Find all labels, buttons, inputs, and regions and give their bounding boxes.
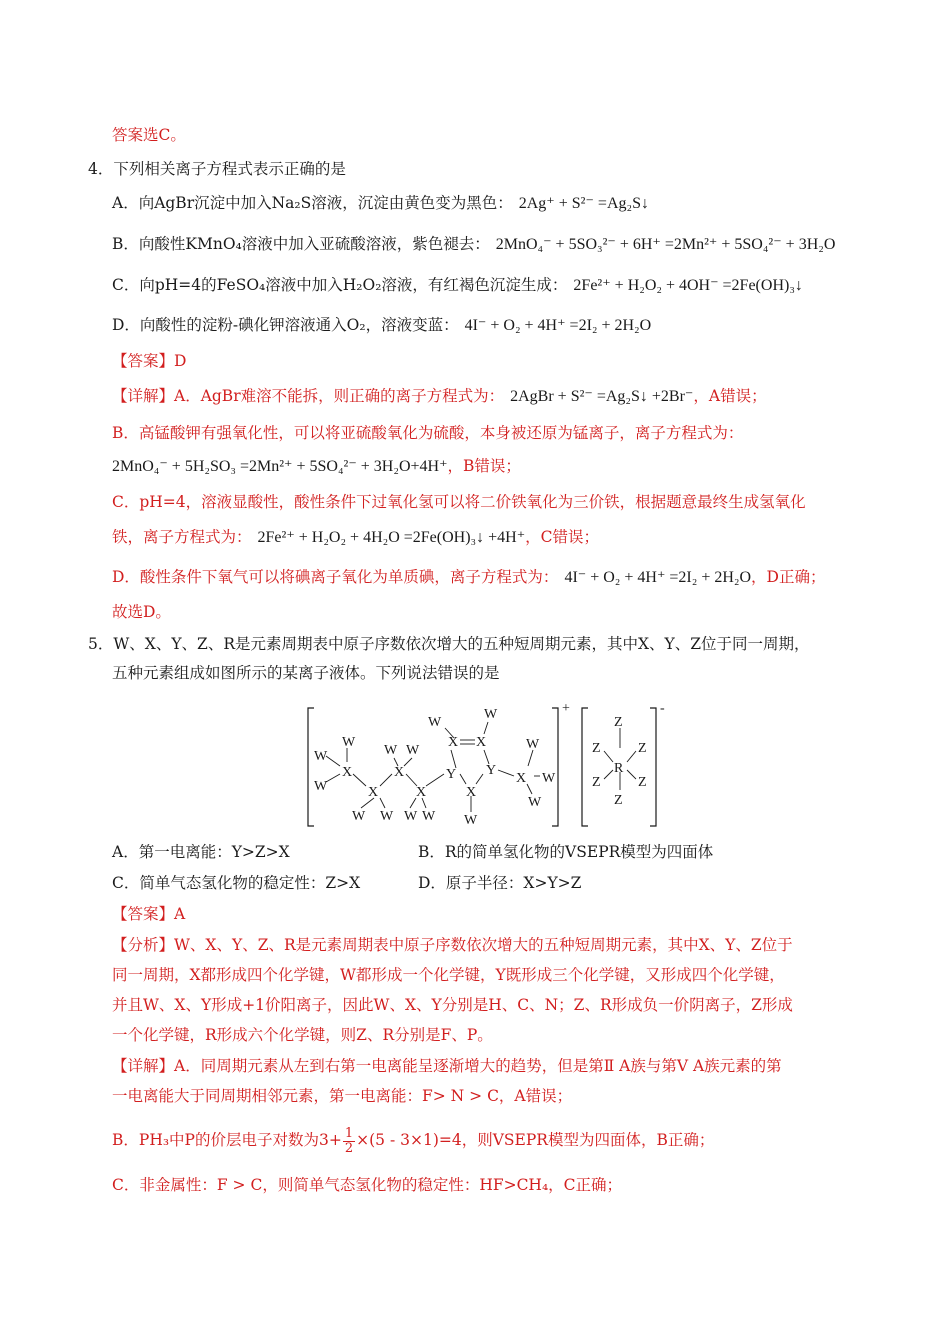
prev-answer-tail: 答案选C。 — [112, 126, 186, 144]
q4-answer: 【答案】D — [112, 352, 187, 370]
atom-r: R — [614, 761, 624, 776]
q4-explain-d-text: D．酸性条件下氧气可以将碘离子氧化为单质碘，离子方程式为： — [112, 568, 559, 586]
q5-option-b: B．R的简单氢化物的VSEPR模型为四面体 — [418, 843, 714, 861]
atom-z: Z — [614, 793, 623, 808]
q4-option-c-equation: 2Fe²⁺ + H₂O₂ + 4OH⁻ =2Fe(OH)₃↓ — [573, 277, 803, 294]
atom-x: X — [516, 771, 527, 786]
fraction-denominator: 2 — [344, 1140, 354, 1156]
atom-w: W — [406, 743, 420, 758]
q4-option-c-text: C．向pH=4的FeSO₄溶液中加入H₂O₂溶液，有红褐色沉淀生成： — [112, 276, 568, 294]
atom-w: W — [484, 707, 498, 722]
q5-analysis-line4: 一个化学键，R形成六个化学键，则Z、R分别是F、P。 — [112, 1026, 493, 1044]
atom-w: W — [380, 809, 394, 824]
atom-x: X — [342, 765, 353, 780]
q5-explain-b-prefix: B．PH₃中P的价层电子对数为3+ — [112, 1131, 342, 1149]
q5-stem-line1: 5．W、X、Y、Z、R是元素周期表中原子序数依次增大的五种短周期元素，其中X、Y、Z位于同一周期， — [88, 635, 810, 653]
q4-explain-d — [112, 566, 825, 589]
q4-option-d — [112, 314, 651, 337]
ionic-liquid-structure-diagram — [300, 700, 680, 830]
q5-explain-a-line2: 一电离能大于同周期相邻元素，第一电离能：F> N > C，A错误； — [112, 1087, 573, 1105]
q5-option-c: C．简单气态氢化物的稳定性：Z>X — [112, 874, 361, 892]
q4-conclusion: 故选D。 — [112, 603, 171, 621]
atom-w: W — [404, 809, 418, 824]
atom-x: X — [476, 735, 487, 750]
q4-option-d-equation: 4I⁻ + O₂ + 4H⁺ =2I₂ + 2H₂O — [464, 317, 652, 334]
q5-analysis-line2: 同一周期，X都形成四个化学键，W都形成一个化学键，Y既形成三个化学键，又形成四个化学键， — [112, 966, 785, 984]
atom-x: X — [466, 785, 477, 800]
atom-w: W — [422, 809, 436, 824]
q5-explain-b — [112, 1124, 714, 1156]
atom-w: W — [384, 743, 398, 758]
q5-explain-b-suffix: ×(5 - 3×1)=4，则VSEPR模型为四面体，B正确； — [356, 1131, 715, 1149]
atom-x: X — [394, 765, 405, 780]
q4-explain-b-tail: ，B错误； — [447, 457, 521, 475]
atom-x: X — [448, 735, 459, 750]
q4-option-c — [112, 274, 803, 297]
atom-z: Z — [638, 775, 647, 790]
atom-x: X — [416, 785, 427, 800]
atom-w: W — [352, 809, 366, 824]
q4-stem: 4．下列相关离子方程式表示正确的是 — [88, 160, 346, 178]
q4-explain-c-tail: ，C错误； — [525, 528, 600, 546]
q4-explain-b-equation: 2MnO₄⁻ + 5H₂SO₃ =2Mn²⁺ + 5SO₄²⁻ + 3H₂O+4H⁺ — [112, 458, 448, 475]
q5-analysis-line1: 【分析】W、X、Y、Z、R是元素周期表中原子序数依次增大的五种短周期元素，其中X、Y、Z位于 — [112, 936, 793, 954]
q4-option-a-text: A．向AgBr沉淀中加入Na₂S溶液，沉淀由黄色变为黑色： — [112, 194, 513, 212]
q4-explain-a-equation: 2AgBr + S²⁻ =Ag₂S↓ +2Br⁻ — [510, 388, 694, 405]
q5-analysis-line3: 并且W、X、Y形成+1价阳离子，因此W、X、Y分别是H、C、N；Z、R形成负一价阴离子，Z形成 — [112, 996, 793, 1014]
q5-explain-c: C．非金属性：F > C，则简单气态氢化物的稳定性：HF>CH₄，C正确； — [112, 1176, 623, 1194]
atom-z: Z — [638, 741, 647, 756]
q4-option-b — [112, 233, 835, 256]
q4-explain-b-line2 — [112, 455, 521, 478]
atom-y: Y — [446, 767, 457, 782]
q5-answer: 【答案】A — [112, 905, 186, 923]
atom-w: W — [314, 779, 328, 794]
atom-y: Y — [486, 763, 497, 778]
q5-option-d: D．原子半径：X>Y>Z — [418, 874, 582, 892]
atom-w: W — [342, 735, 356, 750]
q4-explain-d-tail: ，D正确； — [751, 568, 826, 586]
q4-explain-a — [112, 385, 767, 408]
q4-explain-a-tail: ，A错误； — [693, 387, 767, 405]
atom-w: W — [542, 771, 556, 786]
atom-z: Z — [592, 775, 601, 790]
q5-option-a: A．第一电离能：Y>Z>X — [112, 843, 290, 861]
q4-explain-b-line1: B．高锰酸钾有强氧化性，可以将亚硫酸氧化为硫酸，本身被还原为锰离子，离子方程式为： — [112, 424, 744, 442]
atom-z: Z — [614, 715, 623, 730]
q5-stem-line2: 五种元素组成如图所示的某离子液体。下列说法错误的是 — [112, 664, 500, 682]
fraction-numerator: 1 — [344, 1125, 354, 1141]
atom-w: W — [526, 737, 540, 752]
atom-w: W — [464, 813, 478, 828]
q4-explain-a-text: 【详解】A．AgBr难溶不能拆，则正确的离子方程式为： — [112, 387, 505, 405]
atom-w: W — [528, 795, 542, 810]
fraction-half — [343, 1127, 355, 1156]
atom-w: W — [314, 749, 328, 764]
q5-explain-a-line1: 【详解】A．同周期元素从左到右第一电离能呈逐渐增大的趋势，但是第Ⅱ A族与第Ⅴ A族元素的第 — [112, 1057, 782, 1075]
atom-z: Z — [592, 741, 601, 756]
atom-w: W — [428, 715, 442, 730]
q4-explain-c-line1: C．pH=4，溶液显酸性，酸性条件下过氧化氢可以将二价铁氧化为三价铁，根据题意最终生成氢氧化 — [112, 493, 806, 511]
q4-option-d-text: D．向酸性的淀粉-碘化钾溶液通入O₂，溶液变蓝： — [112, 316, 459, 334]
q4-explain-c-equation: 2Fe²⁺ + H₂O₂ + 4H₂O =2Fe(OH)₃↓ +4H⁺ — [257, 529, 526, 546]
q4-option-a-equation: 2Ag⁺ + S²⁻ =Ag₂S↓ — [518, 195, 649, 212]
q4-explain-d-equation: 4I⁻ + O₂ + 4H⁺ =2I₂ + 2H₂O — [564, 569, 752, 586]
q4-explain-c-line2 — [112, 526, 599, 549]
q4-option-b-text: B．向酸性KMnO₄溶液中加入亚硫酸溶液，紫色褪去： — [112, 235, 490, 253]
atom-x: X — [368, 785, 379, 800]
q4-option-a — [112, 192, 649, 215]
q4-explain-c-text: 铁，离子方程式为： — [112, 528, 252, 546]
anion-charge: - — [660, 701, 665, 716]
q4-option-b-equation: 2MnO₄⁻ + 5SO₃²⁻ + 6H⁺ =2Mn²⁺ + 5SO₄²⁻ + 3H₂O — [495, 236, 836, 253]
cation-charge: + — [562, 701, 570, 716]
